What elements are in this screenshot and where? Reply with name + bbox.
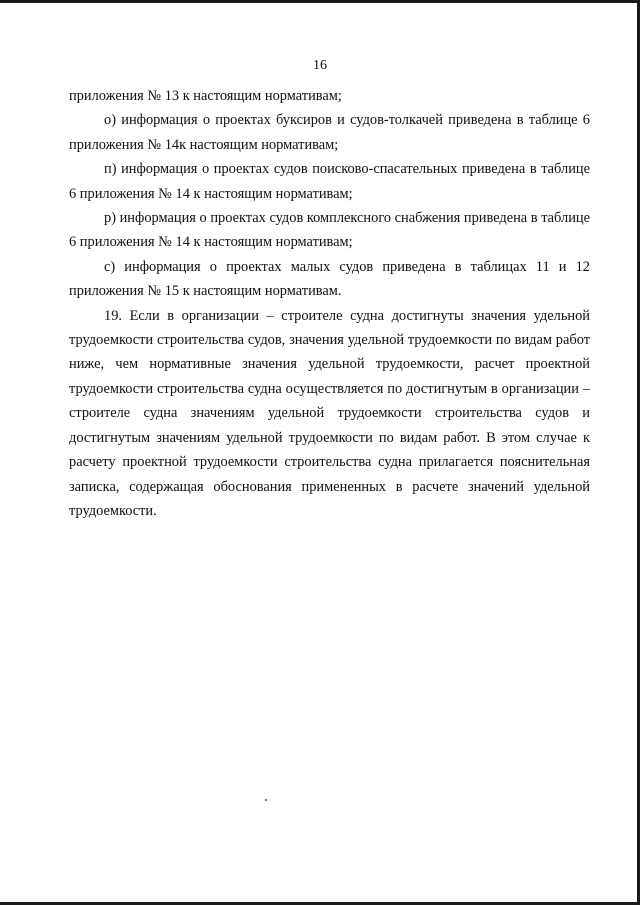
paragraph-item-o: о) информация о проектах буксиров и судов-толкачей приведена в таблице 6 приложения № 14к настоящим нормативам;	[69, 112, 590, 153]
scan-border-top	[0, 0, 640, 3]
paragraph-item-r: р) информация о проектах судов комплексного снабжения приведена в таблице 6 приложения № 14 к настоящим нормативам;	[69, 210, 590, 251]
page-number: 16	[313, 58, 327, 73]
paragraph-clause-19: 19. Если в организации – строителе судна достигнуты значения удельной трудоемкости строительства судов, значения удельной трудоемкости по видам работ ниже, чем нормативные значения удельной трудоемкости, расчет проектной трудоемкости строительства судна осуществляется по достигнутым в организации – строителе судна значениям удельной трудоемкости строительства судов и достигнутым значениям удельной трудоемкости по видам работ. В этом случае к расчету проектной трудоемкости строительства судна прилагается пояснительная записка, содержащая обоснования примененных в расчете значений удельной трудоемкости.	[69, 307, 590, 519]
scan-speck	[265, 799, 267, 801]
paragraph-item-s: с) информация о проектах малых судов приведена в таблицах 11 и 12 приложения № 15 к настоящим нормативам.	[69, 258, 590, 300]
paragraph-item-p: п) информация о проектах судов поисково-спасательных приведена в таблице 6 приложения № 14 к настоящим нормативам;	[69, 161, 590, 202]
paragraph-continuation: приложения № 13 к настоящим нормативам;	[69, 88, 342, 104]
document-body	[69, 84, 590, 523]
